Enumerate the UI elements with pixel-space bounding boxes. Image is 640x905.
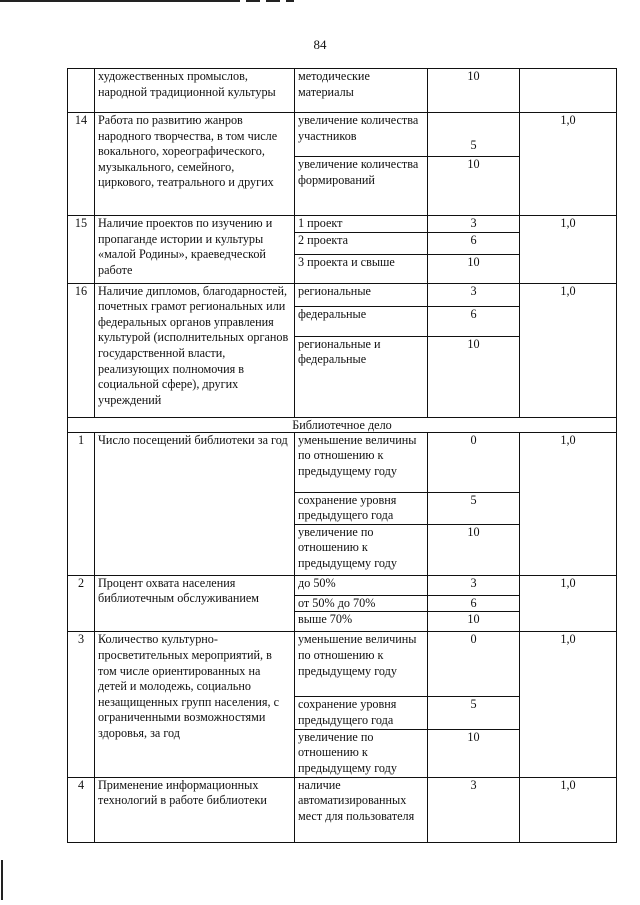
option-cell: увеличение количества участников: [295, 113, 428, 157]
option-cell: уменьшение величины по отношению к предыдущему году: [295, 432, 428, 492]
row-number: 2: [68, 575, 95, 632]
score-cell: 3: [428, 283, 520, 306]
top-rule-dash: [246, 0, 260, 2]
row-number: 4: [68, 777, 95, 842]
criterion-cell: Наличие дипломов, благодарностей, почетных грамот региональных или федеральных органов управления культурой (исполнительных органов государственной власти, реализующих полномочия в социальной сфере), других учреждений: [95, 283, 295, 417]
top-rule-dash: [266, 0, 280, 2]
option-cell: региональные: [295, 283, 428, 306]
score-cell: 10: [428, 612, 520, 632]
option-cell: уменьшение величины по отношению к предыдущему году: [295, 632, 428, 697]
option-cell: выше 70%: [295, 612, 428, 632]
section-row: [68, 417, 617, 432]
weight-cell: 1,0: [520, 113, 617, 216]
criterion-cell: Применение информационных технологий в работе библиотеки: [95, 777, 295, 842]
option-cell: федеральные: [295, 306, 428, 336]
score-cell: 0: [428, 632, 520, 697]
page-number: 84: [313, 37, 327, 52]
score-cell: 10: [428, 254, 520, 283]
weight-cell: 1,0: [520, 777, 617, 842]
score-cell: 10: [428, 157, 520, 216]
option-cell: 1 проект: [295, 216, 428, 233]
score-cell: 3: [428, 575, 520, 595]
score-cell: 5: [428, 492, 520, 524]
weight-cell: 1,0: [520, 432, 617, 575]
option-cell: сохранение уровня предыдущего года: [295, 492, 428, 524]
row-number: 1: [68, 432, 95, 575]
criterion-cell: Работа по развитию жанров народного творчества, в том числе вокального, хореографического, музыкального, семейного, циркового, театрального и других: [95, 113, 295, 216]
row-number: 14: [68, 113, 95, 216]
row-number: 3: [68, 632, 95, 777]
criterion-cell: художественных промыслов, народной традиционной культуры: [95, 69, 295, 113]
score-cell: 3: [428, 777, 520, 842]
score-cell: 10: [428, 69, 520, 113]
option-cell: увеличение по отношению к предыдущему году: [295, 729, 428, 777]
option-cell: увеличение количества формирований: [295, 157, 428, 216]
option-cell: 2 проекта: [295, 232, 428, 254]
option-cell: методические материалы: [295, 69, 428, 113]
score-cell: 6: [428, 232, 520, 254]
weight-cell: 1,0: [520, 216, 617, 284]
table-row: [68, 777, 617, 842]
row-number: 16: [68, 283, 95, 417]
score-cell: 5: [428, 113, 520, 157]
criterion-cell: Процент охвата населения библиотечным обслуживанием: [95, 575, 295, 632]
table-row: [68, 432, 617, 492]
row-number: 15: [68, 216, 95, 284]
option-cell: увеличение по отношению к предыдущему году: [295, 524, 428, 575]
weight-cell: 1,0: [520, 575, 617, 632]
weight-cell: 1,0: [520, 283, 617, 417]
criterion-cell: Наличие проектов по изучению и пропаганде истории и культуры «малой Родины», краеведческой работе: [95, 216, 295, 284]
criterion-cell: Число посещений библиотеки за год: [95, 432, 295, 575]
row-number: [68, 69, 95, 113]
option-cell: региональные и федеральные: [295, 336, 428, 417]
top-rule: [0, 0, 240, 2]
table-row: [68, 632, 617, 697]
score-cell: 6: [428, 595, 520, 612]
score-cell: 10: [428, 336, 520, 417]
table-row: [68, 113, 617, 157]
score-cell: 0: [428, 432, 520, 492]
score-cell: 6: [428, 306, 520, 336]
section-title: Библиотечное дело: [68, 417, 617, 432]
option-cell: 3 проекта и свыше: [295, 254, 428, 283]
option-cell: до 50%: [295, 575, 428, 595]
option-cell: от 50% до 70%: [295, 595, 428, 612]
criteria-table: [67, 68, 617, 843]
scan-edge-mark: [1, 860, 3, 900]
score-cell: 3: [428, 216, 520, 233]
criterion-cell: Количество культурно-просветительных мероприятий, в том числе ориентированных на детей и молодежь, социально незащищенных групп населения, с ограниченными возможностями здоровья, за год: [95, 632, 295, 777]
score-cell: 5: [428, 697, 520, 729]
table-row: [68, 283, 617, 306]
score-cell: 10: [428, 524, 520, 575]
score-cell: 10: [428, 729, 520, 777]
table-row: [68, 216, 617, 233]
weight-cell: 1,0: [520, 632, 617, 777]
weight-cell: [520, 69, 617, 113]
table-row: [68, 575, 617, 595]
option-cell: сохранение уровня предыдущего года: [295, 697, 428, 729]
option-cell: наличие автоматизированных мест для пользователя: [295, 777, 428, 842]
table-row: [68, 69, 617, 113]
top-rule-dash: [286, 0, 294, 2]
